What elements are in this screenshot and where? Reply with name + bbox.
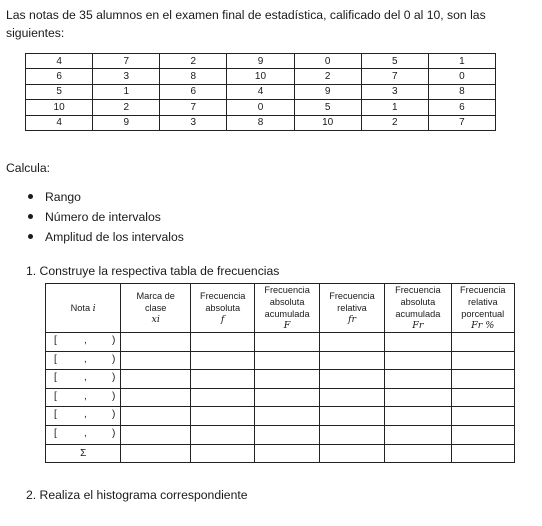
table-cell: 2 bbox=[93, 100, 160, 115]
table-cell[interactable] bbox=[121, 370, 191, 389]
list-item-label: Número de intervalos bbox=[45, 210, 161, 224]
interval-comma: , bbox=[84, 353, 87, 365]
table-cell: 10 bbox=[26, 100, 93, 115]
table-row bbox=[46, 333, 515, 352]
table-cell: 4 bbox=[227, 84, 294, 99]
table-cell[interactable] bbox=[190, 425, 254, 444]
table-cell[interactable] bbox=[255, 333, 319, 352]
table-cell[interactable] bbox=[385, 351, 451, 370]
table-cell: 1 bbox=[428, 54, 495, 69]
table-cell[interactable] bbox=[385, 444, 451, 463]
table-cell[interactable] bbox=[121, 388, 191, 407]
table-cell[interactable] bbox=[385, 388, 451, 407]
table-cell: 8 bbox=[227, 115, 294, 130]
table-cell: 6 bbox=[160, 84, 227, 99]
interval-open: [ bbox=[54, 372, 57, 384]
header-frecuencia-absoluta-acumulada bbox=[255, 284, 319, 333]
table-cell: 8 bbox=[428, 84, 495, 99]
sum-symbol-cell: Σ bbox=[46, 444, 121, 463]
header-marca-clase bbox=[121, 284, 191, 333]
header-frecuencia-relativa bbox=[319, 284, 384, 333]
table-row bbox=[46, 425, 515, 444]
list-item-label: Rango bbox=[45, 190, 81, 204]
interval-cell[interactable] bbox=[46, 425, 121, 444]
table-cell: 5 bbox=[361, 54, 428, 69]
interval-open: [ bbox=[54, 427, 57, 439]
header-text: acumulada bbox=[264, 309, 310, 319]
table-cell[interactable] bbox=[190, 333, 254, 352]
frequency-table bbox=[45, 283, 515, 463]
table-cell[interactable] bbox=[451, 351, 514, 370]
table-cell[interactable] bbox=[190, 351, 254, 370]
task-2-heading: 2. Realiza el histograma correspondiente bbox=[26, 488, 248, 502]
task-1-heading: 1. Construye la respectiva tabla de frecuencias bbox=[26, 264, 280, 278]
header-symbol: f bbox=[220, 314, 225, 325]
table-cell[interactable] bbox=[451, 370, 514, 389]
interval-comma: , bbox=[84, 409, 87, 421]
table-cell: 3 bbox=[361, 84, 428, 99]
table-cell[interactable] bbox=[319, 388, 384, 407]
table-cell[interactable] bbox=[255, 407, 319, 426]
interval-close: ) bbox=[112, 427, 116, 439]
table-cell[interactable] bbox=[121, 351, 191, 370]
table-row bbox=[26, 115, 496, 130]
table-cell[interactable] bbox=[190, 388, 254, 407]
interval-comma: , bbox=[84, 390, 87, 402]
table-cell[interactable] bbox=[190, 370, 254, 389]
header-text: relativa bbox=[337, 303, 367, 313]
table-cell: 8 bbox=[160, 69, 227, 84]
intro-text: Las notas de 35 alumnos en el examen final de estadística, calificado del 0 al 10, son las siguientes: bbox=[6, 8, 486, 40]
header-text: acumulada bbox=[395, 309, 441, 319]
table-cell[interactable] bbox=[385, 407, 451, 426]
table-cell: 2 bbox=[160, 54, 227, 69]
table-cell: 1 bbox=[93, 84, 160, 99]
table-cell[interactable] bbox=[451, 444, 514, 463]
table-row bbox=[26, 84, 496, 99]
table-cell[interactable] bbox=[255, 388, 319, 407]
interval-close: ) bbox=[112, 335, 116, 346]
table-cell[interactable] bbox=[121, 425, 191, 444]
header-symbol: xi bbox=[151, 314, 160, 325]
table-cell[interactable] bbox=[121, 444, 191, 463]
table-cell[interactable] bbox=[385, 333, 451, 352]
header-frecuencia-relativa-porcentual bbox=[451, 284, 514, 333]
header-text: Nota bbox=[70, 302, 91, 313]
table-cell: 4 bbox=[26, 54, 93, 69]
table-cell[interactable] bbox=[385, 370, 451, 389]
list-item bbox=[28, 227, 184, 247]
header-symbol: Fr bbox=[412, 320, 424, 331]
header-text: porcentual bbox=[461, 309, 505, 319]
table-cell[interactable] bbox=[451, 333, 514, 352]
table-row bbox=[26, 54, 496, 69]
table-row bbox=[46, 407, 515, 426]
header-symbol: F bbox=[283, 320, 291, 331]
table-cell: 0 bbox=[227, 100, 294, 115]
interval-open: [ bbox=[54, 409, 57, 421]
table-cell[interactable] bbox=[319, 351, 384, 370]
table-cell[interactable] bbox=[385, 425, 451, 444]
table-cell: 6 bbox=[26, 69, 93, 84]
bullet-icon bbox=[28, 194, 33, 199]
table-cell[interactable] bbox=[255, 351, 319, 370]
table-cell: 9 bbox=[294, 84, 361, 99]
interval-open: [ bbox=[54, 353, 57, 365]
interval-close: ) bbox=[112, 409, 116, 421]
header-symbol: Fr % bbox=[471, 320, 495, 331]
table-cell[interactable] bbox=[319, 333, 384, 352]
table-cell: 5 bbox=[294, 100, 361, 115]
interval-cell[interactable] bbox=[46, 333, 121, 352]
table-cell[interactable] bbox=[255, 370, 319, 389]
table-cell: 4 bbox=[26, 115, 93, 130]
table-row bbox=[46, 351, 515, 370]
table-cell: 6 bbox=[428, 100, 495, 115]
table-cell: 7 bbox=[428, 115, 495, 130]
table-cell[interactable] bbox=[451, 388, 514, 407]
header-text: absoluta bbox=[205, 303, 241, 313]
list-item bbox=[28, 187, 184, 207]
interval-cell[interactable] bbox=[46, 370, 121, 389]
calcula-label: Calcula: bbox=[6, 161, 51, 175]
header-text: clase bbox=[144, 303, 167, 313]
table-cell[interactable] bbox=[255, 425, 319, 444]
interval-cell[interactable] bbox=[46, 388, 121, 407]
header-text: Frecuencia bbox=[199, 291, 246, 301]
table-cell[interactable] bbox=[319, 425, 384, 444]
header-text: Frecuencia bbox=[329, 291, 375, 301]
table-row bbox=[46, 388, 515, 407]
table-cell[interactable] bbox=[121, 333, 191, 352]
table-cell: 3 bbox=[160, 115, 227, 130]
interval-close: ) bbox=[112, 390, 116, 402]
table-cell: 1 bbox=[361, 100, 428, 115]
interval-open: [ bbox=[54, 390, 57, 402]
interval-close: ) bbox=[112, 372, 116, 384]
interval-open: [ bbox=[54, 335, 57, 346]
table-sum-row bbox=[46, 444, 515, 463]
table-row bbox=[46, 370, 515, 389]
table-header-row bbox=[46, 284, 515, 333]
bullet-list bbox=[28, 187, 184, 247]
table-cell: 3 bbox=[93, 69, 160, 84]
bullet-icon bbox=[28, 234, 33, 239]
list-item bbox=[28, 207, 184, 227]
table-cell: 9 bbox=[93, 115, 160, 130]
header-frecuencia-absoluta-acumulada-fr bbox=[385, 284, 451, 333]
interval-comma: , bbox=[84, 335, 87, 346]
header-frecuencia-absoluta bbox=[190, 284, 254, 333]
interval-comma: , bbox=[84, 427, 87, 439]
grades-table bbox=[25, 53, 496, 131]
table-cell[interactable] bbox=[255, 444, 319, 463]
bullet-icon bbox=[28, 214, 33, 219]
table-cell[interactable] bbox=[190, 444, 254, 463]
interval-close: ) bbox=[112, 353, 116, 365]
table-cell: 0 bbox=[294, 54, 361, 69]
table-cell[interactable] bbox=[319, 444, 384, 463]
header-nota bbox=[46, 284, 121, 333]
interval-cell[interactable] bbox=[46, 407, 121, 426]
header-text: Frecuencia bbox=[395, 285, 441, 295]
interval-comma: , bbox=[84, 372, 87, 384]
header-text: Marca de bbox=[136, 291, 175, 301]
header-text: relativa bbox=[467, 297, 498, 307]
header-symbol: fr bbox=[347, 314, 357, 325]
table-cell[interactable] bbox=[451, 407, 514, 426]
table-cell: 7 bbox=[93, 54, 160, 69]
interval-cell[interactable] bbox=[46, 351, 121, 370]
table-cell: 7 bbox=[361, 69, 428, 84]
table-cell: 10 bbox=[294, 115, 361, 130]
header-text: Frecuencia bbox=[460, 285, 506, 295]
table-cell: 2 bbox=[294, 69, 361, 84]
table-cell[interactable] bbox=[451, 425, 514, 444]
table-row bbox=[26, 69, 496, 84]
table-cell[interactable] bbox=[190, 407, 254, 426]
header-text: absoluta bbox=[400, 297, 436, 307]
table-cell[interactable] bbox=[319, 370, 384, 389]
header-symbol: i bbox=[92, 302, 96, 314]
table-cell: 9 bbox=[227, 54, 294, 69]
table-cell: 2 bbox=[361, 115, 428, 130]
table-cell: 0 bbox=[428, 69, 495, 84]
list-item-label: Amplitud de los intervalos bbox=[45, 230, 184, 244]
header-text: Frecuencia bbox=[264, 285, 310, 295]
table-cell: 7 bbox=[160, 100, 227, 115]
table-cell[interactable] bbox=[319, 407, 384, 426]
header-text: absoluta bbox=[269, 297, 305, 307]
table-cell: 5 bbox=[26, 84, 93, 99]
table-cell[interactable] bbox=[121, 407, 191, 426]
table-row bbox=[26, 100, 496, 115]
table-cell: 10 bbox=[227, 69, 294, 84]
